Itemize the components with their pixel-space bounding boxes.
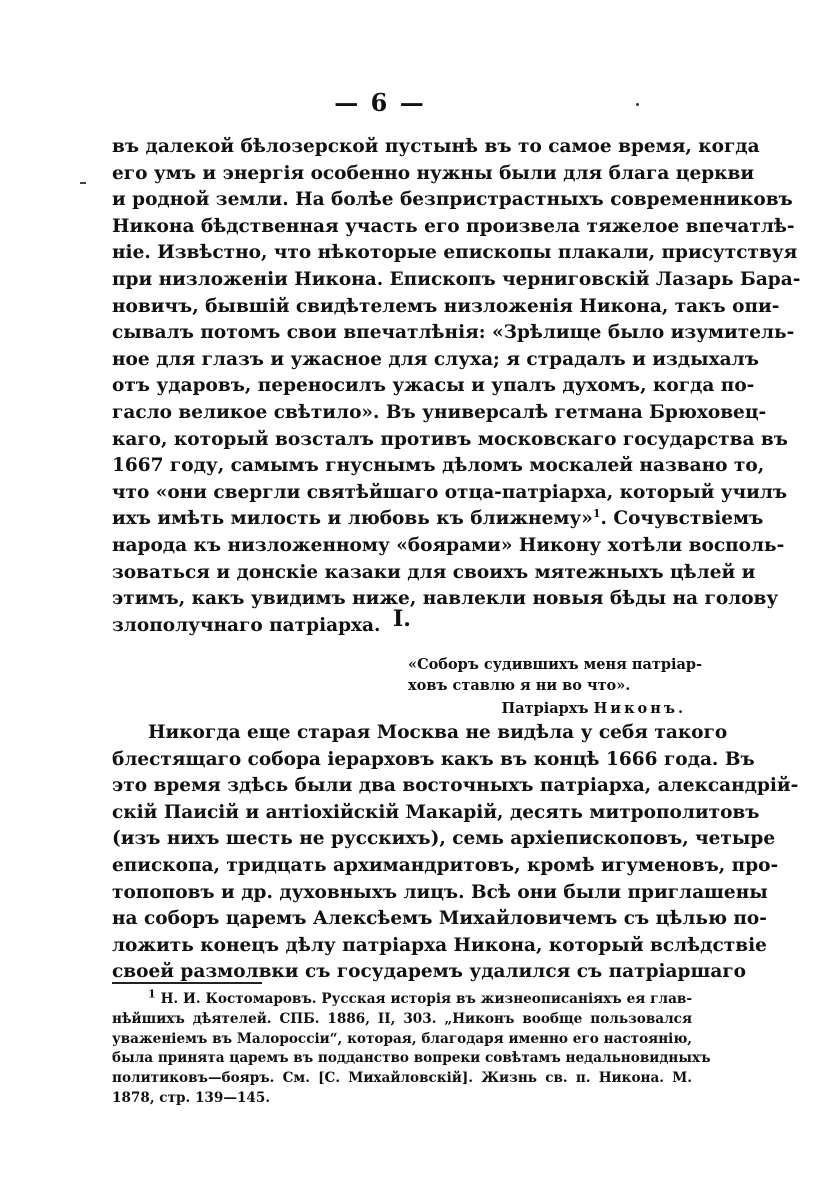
section-heading: I. bbox=[393, 606, 411, 632]
text-line: 1667 году, самымъ гнуснымъ дѣломъ москалей названо то, bbox=[112, 455, 765, 477]
text-line-with-footnote bbox=[112, 506, 764, 533]
text-line: своей размолвки съ государемъ удалился съ патріаршаго bbox=[112, 961, 747, 983]
print-speck bbox=[636, 103, 639, 106]
footnote-line: была принята царемъ въ подданство вопреки совѣтамъ недальновидныхъ bbox=[112, 1050, 711, 1067]
text-line: въ далекой бѣлозерской пустынѣ въ то самое время, когда bbox=[112, 136, 760, 157]
text-line: каго, который возсталъ противъ московскаго государства въ bbox=[112, 428, 788, 450]
footnote-reference[interactable]: 1 bbox=[592, 507, 601, 521]
page-number: — 6 — bbox=[334, 88, 426, 117]
text-line: (изъ нихъ шесть не русскихъ), семь архіепископовъ, четыре bbox=[112, 828, 776, 850]
text-line: ніе. Извѣстно, что нѣкоторые епископы плакали, присутствуя bbox=[112, 242, 798, 264]
footnote-marker: 1 bbox=[148, 987, 156, 1001]
text-line: ложить конецъ дѣлу патріарха Никона, который вслѣдствіе bbox=[112, 934, 767, 956]
text-line: этимъ, какъ увидимъ ниже, навлекли новыя бѣды на голову bbox=[112, 588, 779, 610]
footnote-text: Н. И. Костомаровъ. Русская исторія въ жизнеописаніяхъ ея глав- bbox=[160, 991, 692, 1007]
footnote-separator bbox=[112, 982, 262, 984]
text-fragment: . Сочувствіемъ bbox=[600, 508, 764, 530]
text-line: ихъ имѣть милость и любовь къ ближнему» bbox=[112, 508, 593, 530]
epigraph-line: ховъ ставлю я ни во что». bbox=[408, 677, 631, 694]
text-line: при низложеніи Никона. Епископъ черниговскій Лазарь Бара- bbox=[112, 268, 801, 290]
footnote-line: уваженіемъ въ Малороссіи“, которая, благодаря именно его настоянію, bbox=[112, 1030, 692, 1047]
text-line: зоваться и донскіе казаки для своихъ мятежныхъ цѣлей и bbox=[112, 561, 756, 583]
text-line: сывалъ потомъ свои впечатлѣнія: «Зрѣлище было изумитель- bbox=[112, 322, 795, 344]
text-line: Никона бѣдственная участь его произвела тяжелое впечатлѣ- bbox=[112, 215, 795, 237]
text-line: епископа, тридцать архимандритовъ, кромѣ игуменовъ, про- bbox=[112, 854, 779, 876]
text-line: на соборъ царемъ Алексѣемъ Михайловичемъ съ цѣлью по- bbox=[112, 908, 767, 930]
text-line: Никогда еще старая Москва не видѣла у себя такого bbox=[148, 722, 728, 743]
attribution-title: Патріархъ bbox=[501, 700, 589, 717]
epigraph bbox=[408, 654, 703, 719]
text-line: скій Паисій и антіохійскій Макарій, десять митрополитовъ bbox=[112, 801, 760, 823]
text-line: и родной земли. На болѣе безпристрастныхъ современниковъ bbox=[112, 189, 793, 211]
footnote-line: 1878, стр. 139—145. bbox=[112, 1089, 271, 1106]
epigraph-attribution bbox=[408, 698, 686, 719]
text-line: народа къ низложенному «боярами» Никону хотѣли восполь- bbox=[112, 534, 785, 556]
text-line: что «они свергли святѣйшаго отца-патріарха, который училъ bbox=[112, 481, 788, 503]
text-line: злополучнаго патріарха. bbox=[112, 614, 381, 636]
text-line: его умъ и энергія особенно нужны были для блага церкви bbox=[112, 162, 755, 184]
epigraph-line: «Соборъ судившихъ меня патріар- bbox=[408, 656, 703, 673]
print-mark bbox=[80, 182, 86, 184]
text-line: это время здѣсь были два восточныхъ патріарха, александрій- bbox=[112, 775, 799, 797]
paragraph-section-one bbox=[112, 720, 799, 986]
text-line: отъ ударовъ, переносилъ ужасы и упалъ духомъ, когда по- bbox=[112, 375, 755, 397]
paragraph-continued bbox=[112, 134, 801, 639]
footnote-line: политиковъ—бояръ. См. [С. Михайловскій]. Жизнь св. п. Никона. М. bbox=[112, 1070, 692, 1087]
attribution-name: Никонъ. bbox=[593, 700, 686, 717]
footnote-line: нѣйшихъ дѣятелей. СПБ. 1886, II, 303. „Никонъ вообще пользовался bbox=[112, 1010, 692, 1027]
text-line: блестящаго собора іерарховъ какъ въ концѣ 1666 года. Въ bbox=[112, 748, 755, 770]
text-line: новичъ, бывшій свидѣтелемъ низложенія Никона, такъ опи- bbox=[112, 295, 780, 317]
text-line: гасло великое свѣтило». Въ универсалѣ гетмана Брюховец- bbox=[112, 401, 767, 423]
text-line: топоповъ и др. духовныхъ лицъ. Всѣ они были приглашены bbox=[112, 881, 768, 903]
text-line: ное для глазъ и ужасное для слуха; я страдалъ и издыхалъ bbox=[112, 348, 759, 370]
footnote bbox=[112, 987, 711, 1109]
footnote-tail bbox=[593, 506, 763, 533]
footnote-line bbox=[112, 987, 692, 1010]
